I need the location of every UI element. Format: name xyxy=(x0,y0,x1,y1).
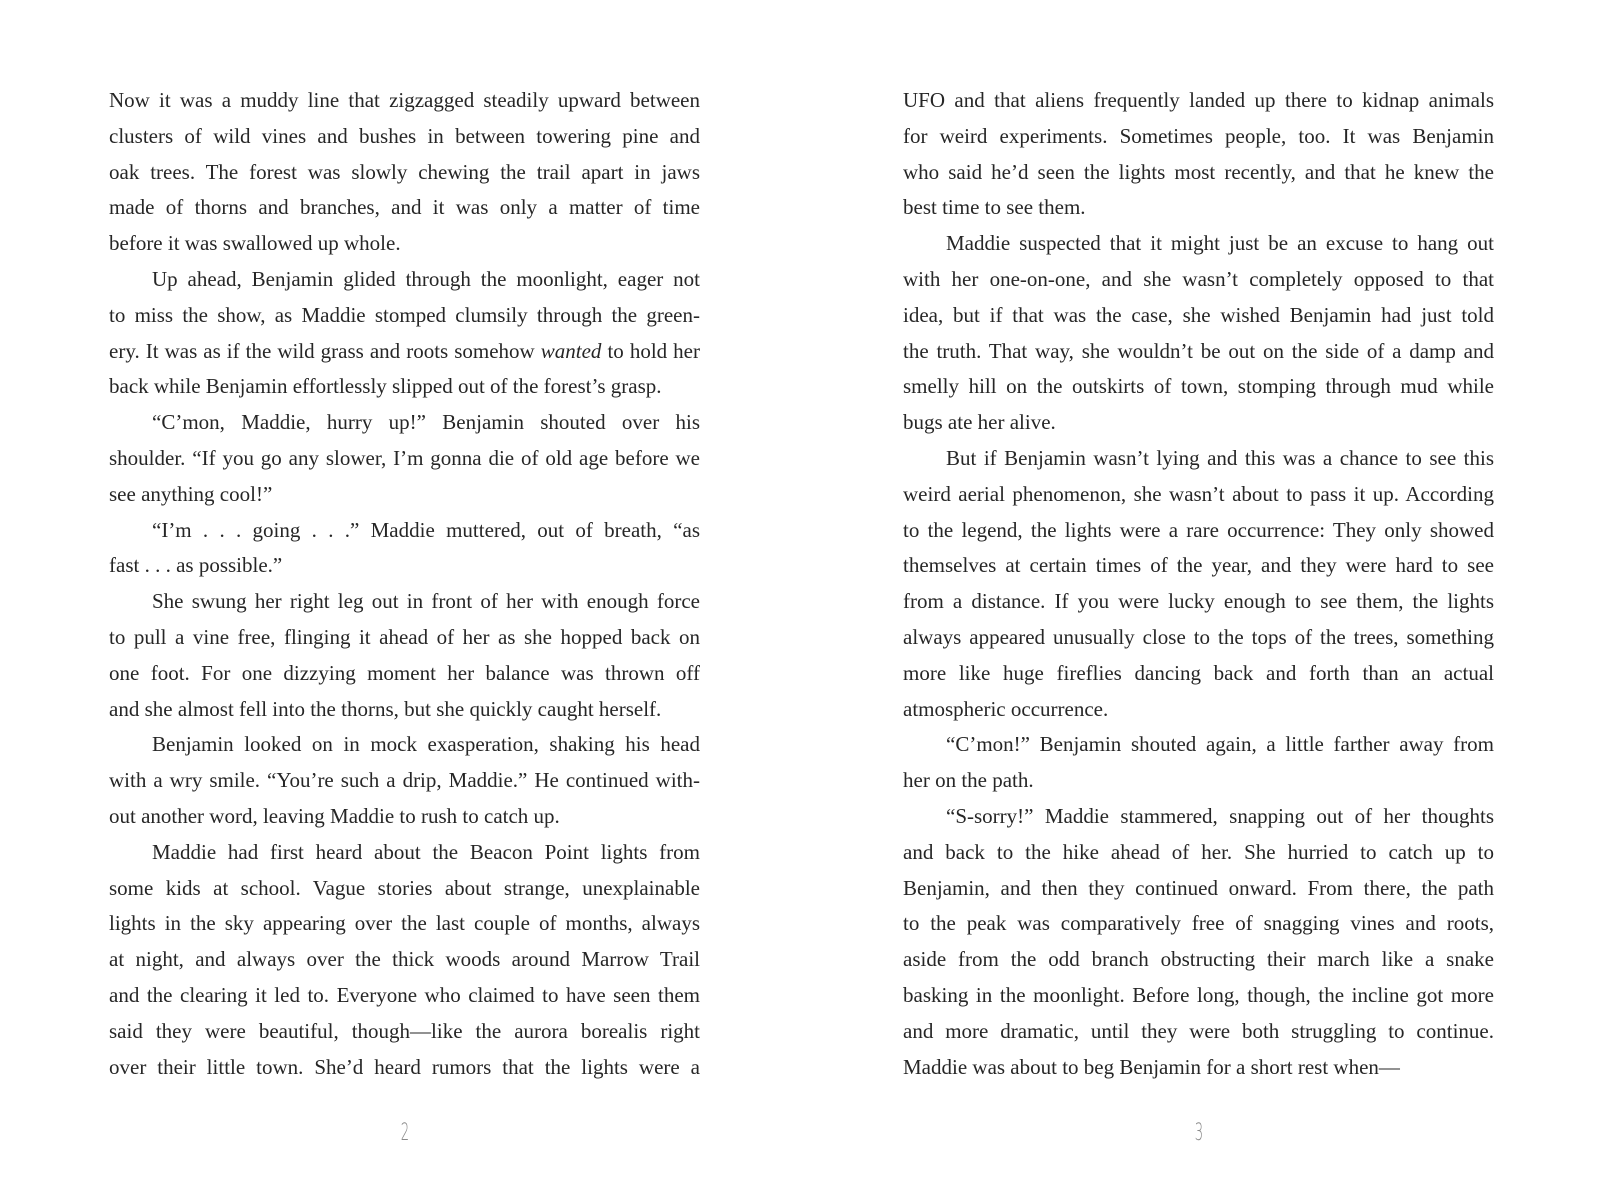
text-line: to the legend, the lights were a rare occurrence: They only showed xyxy=(903,517,1494,542)
text-line: “I’m . . . going . . .” Maddie muttered, out of breath, “as xyxy=(152,517,700,542)
text-line: themselves at certain times of the year, and they were hard to see xyxy=(903,553,1494,578)
text-line: Maddie had first heard about the Beacon Point lights from xyxy=(152,839,700,864)
left-page xyxy=(109,83,700,1183)
text-line: and more dramatic, until they were both struggling to continue. xyxy=(903,1018,1494,1043)
text-line: Up ahead, Benjamin glided through the moonlight, eager not xyxy=(152,266,700,291)
text-line: from a distance. If you were lucky enough to see them, the lights xyxy=(903,589,1494,614)
text-run: to hold her xyxy=(601,338,700,363)
text-line: But if Benjamin wasn’t lying and this was a chance to see this xyxy=(946,445,1494,470)
text-line: always appeared unusually close to the tops of the trees, something xyxy=(903,624,1494,649)
text-line: who said he’d seen the lights most recently, and that he knew the xyxy=(903,159,1494,184)
left-page-number: 2 xyxy=(400,1118,410,1146)
text-line: She swung her right leg out in front of her with enough force xyxy=(152,589,700,614)
text-line: “C’mon!” Benjamin shouted again, a little farther away from xyxy=(946,732,1494,757)
text-line: Benjamin looked on in mock exasperation, shaking his head xyxy=(152,732,700,757)
text-line: idea, but if that was the case, she wished Benjamin had just told xyxy=(903,302,1494,327)
text-line: to miss the show, as Maddie stomped clumsily through the green- xyxy=(109,302,700,327)
text-line: UFO and that aliens frequently landed up there to kidnap animals xyxy=(903,88,1494,112)
text-line: oak trees. The forest was slowly chewing the trail apart in jaws xyxy=(109,159,700,184)
emphasized-word: wanted xyxy=(540,338,602,363)
text-line: weird aerial phenomenon, she wasn’t about to pass it up. According xyxy=(903,481,1494,506)
text-line: and the clearing it led to. Everyone who claimed to have seen them xyxy=(109,982,700,1007)
text-line: her on the path. xyxy=(903,768,1034,793)
text-line: and she almost fell into the thorns, but she quickly caught herself. xyxy=(109,696,662,721)
text-line: with a wry smile. “You’re such a drip, Maddie.” He continued with- xyxy=(109,768,700,793)
text-line: fast . . . as possible.” xyxy=(109,553,283,578)
text-line: to pull a vine free, flinging it ahead of her as she hopped back on xyxy=(109,624,700,649)
text-line: and back to the hike ahead of her. She hurried to catch up to xyxy=(903,839,1494,864)
text-line: best time to see them. xyxy=(903,195,1086,220)
text-line: aside from the odd branch obstructing their march like a snake xyxy=(903,947,1494,972)
text-line: “C’mon, Maddie, hurry up!” Benjamin shouted over his xyxy=(152,410,700,435)
text-line: Benjamin, and then they continued onward. From there, the path xyxy=(903,875,1494,900)
text-line: to the peak was comparatively free of snagging vines and roots, xyxy=(903,911,1494,936)
text-line: some kids at school. Vague stories about strange, unexplainable xyxy=(109,875,700,900)
text-line: shoulder. “If you go any slower, I’m gonna die of old age before we xyxy=(109,445,700,470)
text-line: clusters of wild vines and bushes in between towering pine and xyxy=(109,123,700,148)
text-line: back while Benjamin effortlessly slipped out of the forest’s grasp. xyxy=(109,374,662,399)
text-line xyxy=(109,334,700,370)
text-line: “S-sorry!” Maddie stammered, snapping out of her thoughts xyxy=(946,803,1494,828)
text-run: ery. It was as if the wild grass and roots somehow xyxy=(109,338,541,363)
right-page-text xyxy=(903,83,1494,1085)
text-line: one foot. For one dizzying moment her balance was thrown off xyxy=(109,660,700,685)
text-line: out another word, leaving Maddie to rush to catch up. xyxy=(109,803,560,828)
text-line: with her one-on-one, and she wasn’t completely opposed to that xyxy=(903,266,1494,291)
text-line: Maddie was about to beg Benjamin for a short rest when— xyxy=(903,1054,1400,1079)
text-line: atmospheric occurrence. xyxy=(903,696,1109,721)
text-line: more like huge fireflies dancing back and forth than an actual xyxy=(903,660,1494,685)
text-line: the truth. That way, she wouldn’t be out on the side of a damp and xyxy=(903,338,1494,363)
text-line: made of thorns and branches, and it was only a matter of time xyxy=(109,195,700,220)
text-line: smelly hill on the outskirts of town, stomping through mud while xyxy=(903,374,1494,399)
text-line: before it was swallowed up whole. xyxy=(109,231,401,256)
text-line: for weird experiments. Sometimes people, too. It was Benjamin xyxy=(903,123,1494,148)
text-line: basking in the moonlight. Before long, though, the incline got more xyxy=(903,982,1494,1007)
left-page-text xyxy=(109,83,700,1085)
text-line: said they were beautiful, though—like the aurora borealis right xyxy=(109,1018,700,1043)
text-line: see anything cool!” xyxy=(109,481,273,506)
text-line: at night, and always over the thick woods around Marrow Trail xyxy=(109,947,700,972)
text-line: Maddie suspected that it might just be an excuse to hang out xyxy=(946,231,1494,256)
text-line: lights in the sky appearing over the last couple of months, always xyxy=(109,911,700,936)
right-page-number: 3 xyxy=(1194,1118,1204,1146)
text-line: bugs ate her alive. xyxy=(903,410,1056,435)
text-line: Now it was a muddy line that zigzagged steadily upward between xyxy=(109,88,700,112)
right-page xyxy=(903,83,1494,1183)
text-line: over their little town. She’d heard rumors that the lights were a xyxy=(109,1054,700,1079)
